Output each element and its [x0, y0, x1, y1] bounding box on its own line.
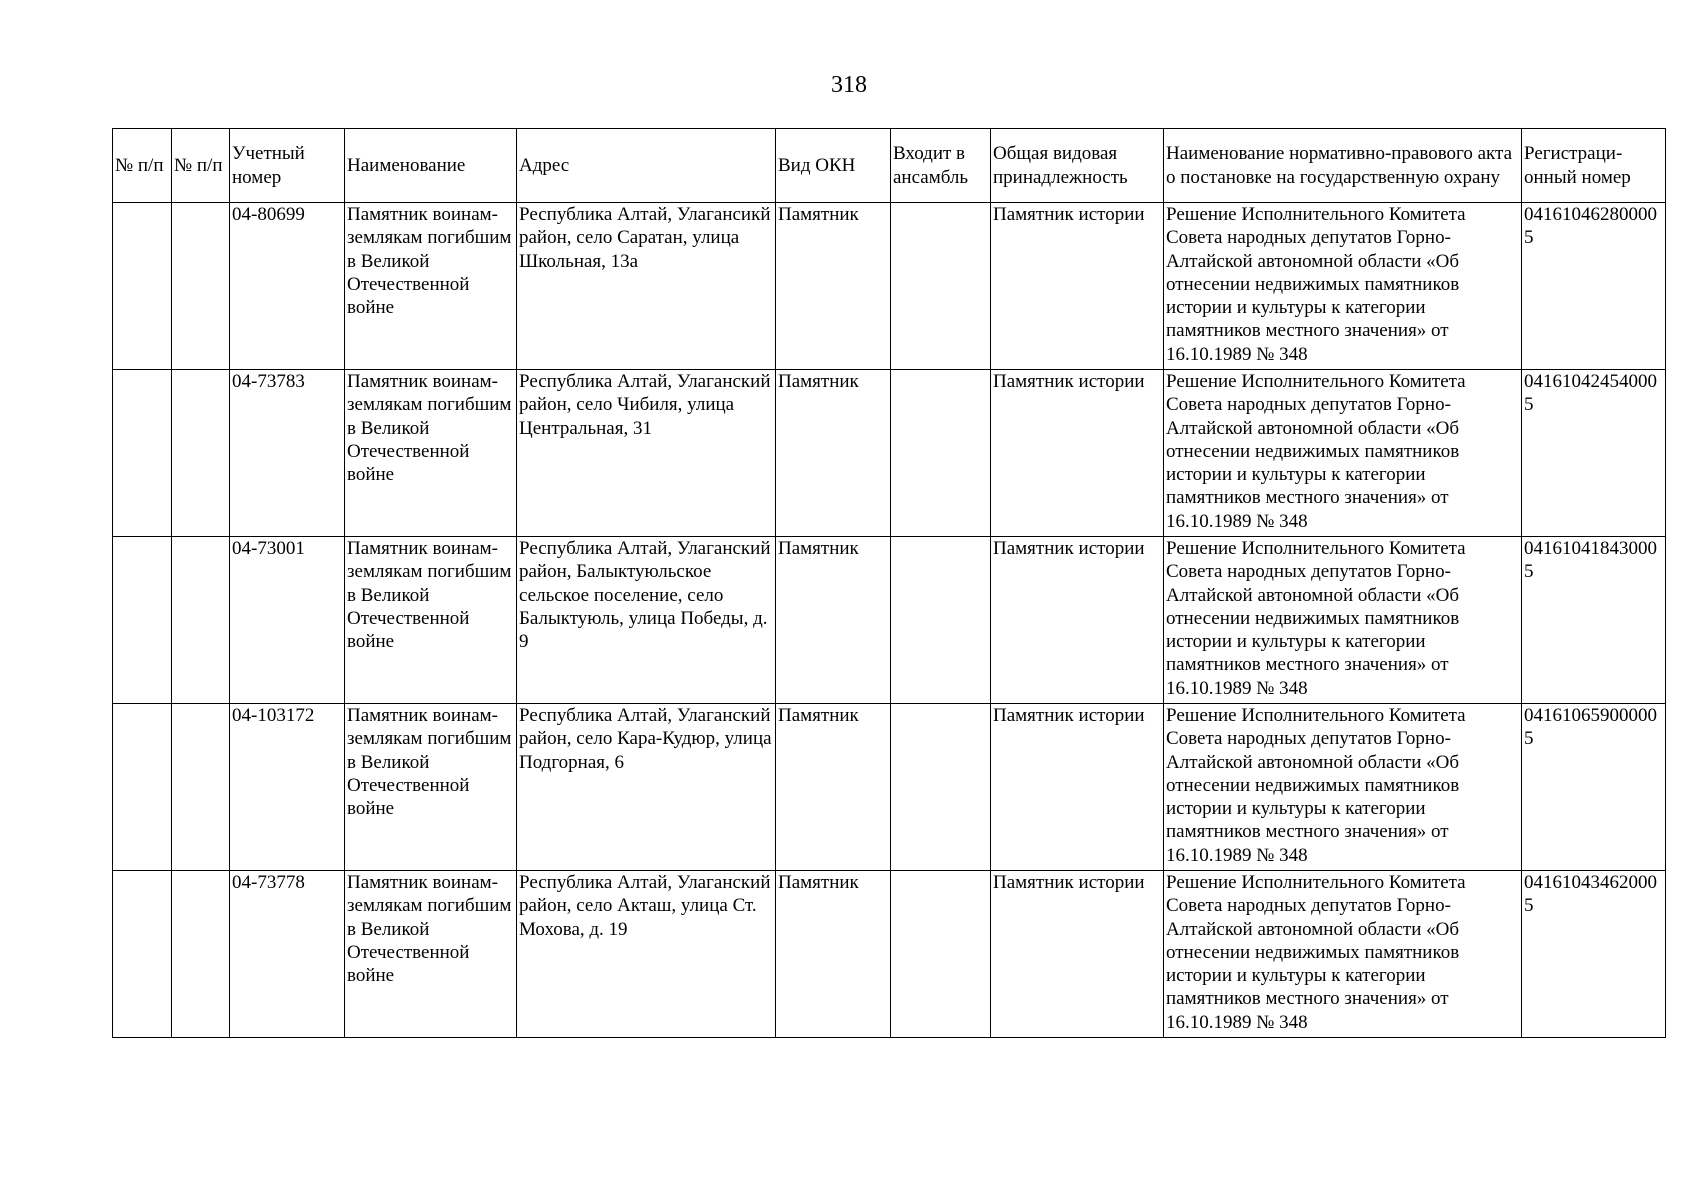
cell-ensemble [891, 370, 991, 537]
page-number: 318 [831, 72, 867, 98]
header-cell-ensemble: Входит в ансамбль [891, 129, 991, 203]
header-cell-address: Адрес [517, 129, 776, 203]
cell-okn-type: Памятник [776, 370, 891, 537]
cell-num2 [172, 370, 230, 537]
cell-ensemble [891, 704, 991, 871]
cell-category: Памятник истории [991, 537, 1164, 704]
header-cell-num1: № п/п [113, 129, 172, 203]
table-row [113, 203, 1666, 370]
cell-num1 [113, 370, 172, 537]
cell-num2 [172, 203, 230, 370]
cell-reg-number: 041610659000005 [1522, 704, 1666, 871]
cell-ensemble [891, 871, 991, 1038]
cell-num2 [172, 704, 230, 871]
cell-address: Республика Алтай, Улаганский район, село Кара-Кудюр, улица Подгорная, 6 [517, 704, 776, 871]
cell-category: Памятник истории [991, 704, 1164, 871]
header-cell-name: Наименование [345, 129, 517, 203]
table-row [113, 370, 1666, 537]
cell-ensemble [891, 537, 991, 704]
header-cell-category: Общая видовая принадлежность [991, 129, 1164, 203]
header-cell-act: Наименование нормативно-правового акта о постановке на государственную охрану [1164, 129, 1522, 203]
heritage-registry-table [112, 128, 1666, 1038]
cell-address: Республика Алтай, Улаганский район, село Чибиля, улица Центральная, 31 [517, 370, 776, 537]
cell-account-number: 04-103172 [230, 704, 345, 871]
cell-account-number: 04-73778 [230, 871, 345, 1038]
cell-act: Решение Исполнительного Комитета Совета народных депутатов Горно-Алтайской автономной области «Об отнесении недвижимых памятников истории и культуры к категории памятников местного значения» от 16.10.1989 № 348 [1164, 871, 1522, 1038]
cell-reg-number: 041610418430005 [1522, 537, 1666, 704]
header-cell-account-number: Учетный номер [230, 129, 345, 203]
cell-name: Памятник воинам-землякам погибшим в Великой Отечественной войне [345, 704, 517, 871]
cell-category: Памятник истории [991, 203, 1164, 370]
cell-address: Республика Алтай, Улаганский район, село Акташ, улица Ст. Мохова, д. 19 [517, 871, 776, 1038]
cell-category: Памятник истории [991, 370, 1164, 537]
cell-num1 [113, 704, 172, 871]
cell-reg-number: 041610462800005 [1522, 203, 1666, 370]
cell-account-number: 04-80699 [230, 203, 345, 370]
cell-ensemble [891, 203, 991, 370]
header-cell-okn-type: Вид ОКН [776, 129, 891, 203]
cell-act: Решение Исполнительного Комитета Совета народных депутатов Горно-Алтайской автономной области «Об отнесении недвижимых памятников истории и культуры к категории памятников местного значения» от 16.10.1989 № 348 [1164, 370, 1522, 537]
cell-account-number: 04-73001 [230, 537, 345, 704]
cell-okn-type: Памятник [776, 871, 891, 1038]
header-cell-num2: № п/п [172, 129, 230, 203]
cell-reg-number: 041610434620005 [1522, 871, 1666, 1038]
table-header [113, 129, 1666, 203]
cell-okn-type: Памятник [776, 537, 891, 704]
cell-okn-type: Памятник [776, 704, 891, 871]
cell-reg-number: 041610424540005 [1522, 370, 1666, 537]
cell-num1 [113, 203, 172, 370]
cell-category: Памятник истории [991, 871, 1164, 1038]
cell-name: Памятник воинам-землякам погибшим в Великой Отечественной войне [345, 537, 517, 704]
header-cell-reg-number: Регистраци-онный номер [1522, 129, 1666, 203]
cell-name: Памятник воинам-землякам погибшим в Великой Отечественной войне [345, 370, 517, 537]
cell-num2 [172, 871, 230, 1038]
table-row [113, 704, 1666, 871]
header-row [113, 129, 1666, 203]
cell-account-number: 04-73783 [230, 370, 345, 537]
cell-act: Решение Исполнительного Комитета Совета народных депутатов Горно-Алтайской автономной области «Об отнесении недвижимых памятников истории и культуры к категории памятников местного значения» от 16.10.1989 № 348 [1164, 537, 1522, 704]
cell-name: Памятник воинам-землякам погибшим в Великой Отечественной войне [345, 871, 517, 1038]
cell-okn-type: Памятник [776, 203, 891, 370]
cell-address: Республика Алтай, Улаганский район, Балыктуюльское сельское поселение, село Балыктуюль, улица Победы, д. 9 [517, 537, 776, 704]
cell-act: Решение Исполнительного Комитета Совета народных депутатов Горно-Алтайской автономной области «Об отнесении недвижимых памятников истории и культуры к категории памятников местного значения» от 16.10.1989 № 348 [1164, 704, 1522, 871]
cell-num1 [113, 537, 172, 704]
cell-num2 [172, 537, 230, 704]
table-row [113, 537, 1666, 704]
cell-name: Памятник воинам-землякам погибшим в Великой Отечественной войне [345, 203, 517, 370]
table-body [113, 203, 1666, 1038]
cell-address: Республика Алтай, Улагансикй район, село Саратан, улица Школьная, 13а [517, 203, 776, 370]
table-row [113, 871, 1666, 1038]
cell-num1 [113, 871, 172, 1038]
cell-act: Решение Исполнительного Комитета Совета народных депутатов Горно-Алтайской автономной области «Об отнесении недвижимых памятников истории и культуры к категории памятников местного значения» от 16.10.1989 № 348 [1164, 203, 1522, 370]
